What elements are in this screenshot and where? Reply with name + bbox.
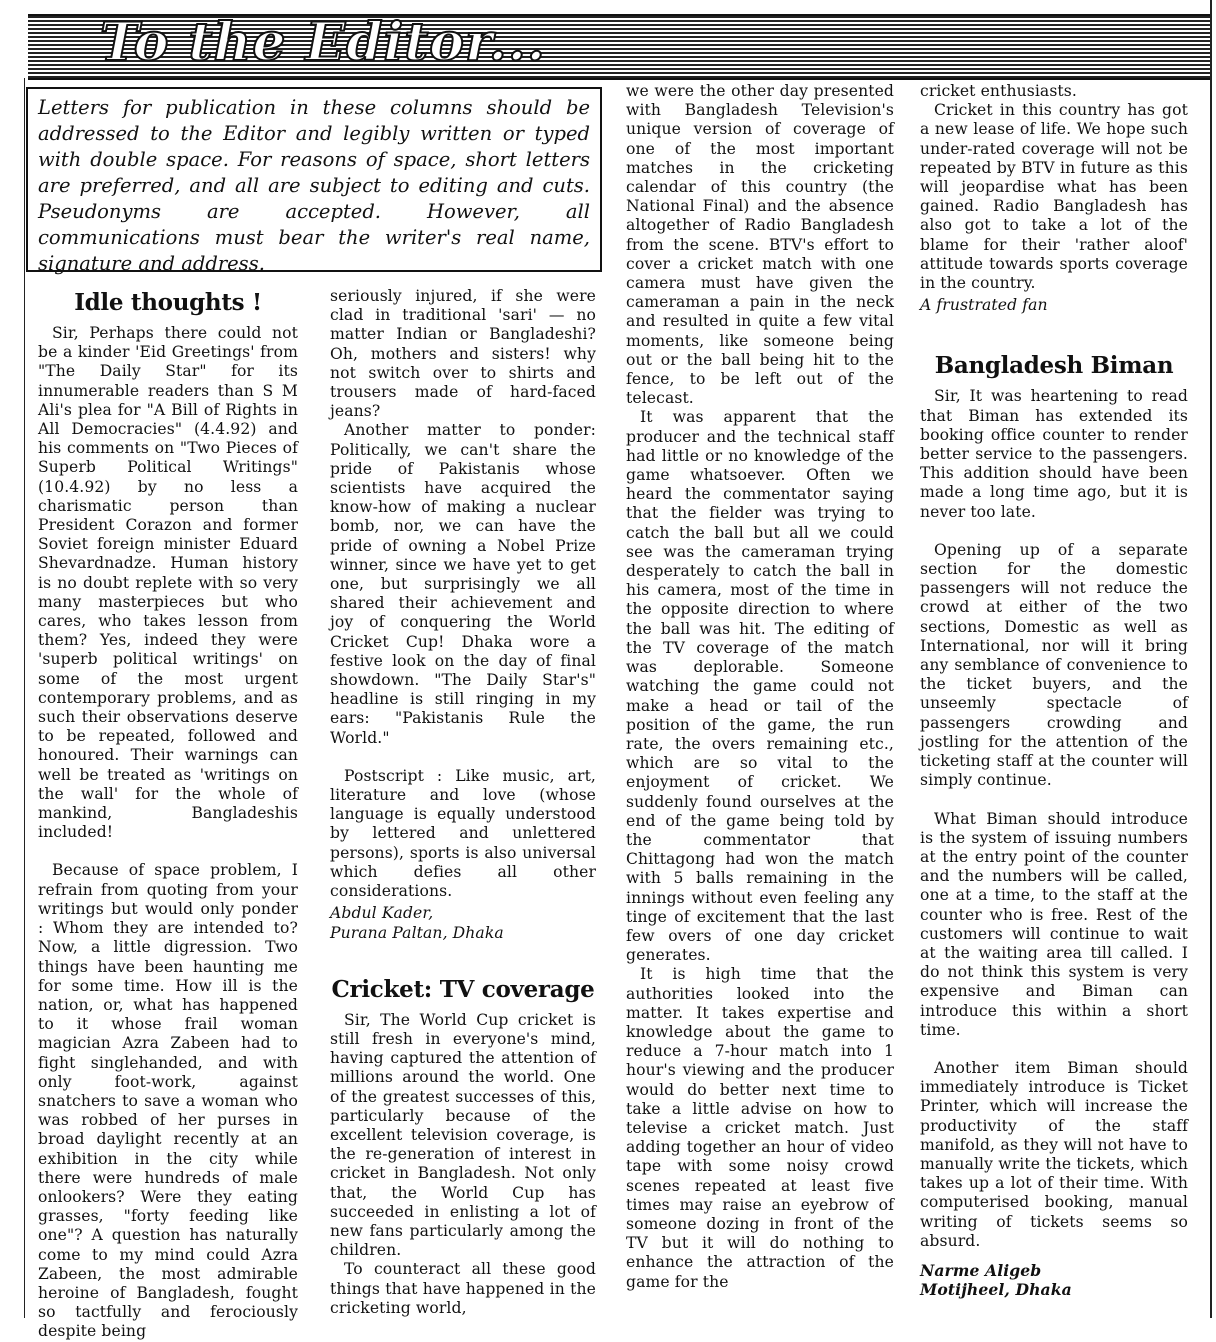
column-2 xyxy=(330,287,596,1318)
top-strip xyxy=(0,0,1216,8)
letter-1-signature-name: Abdul Kader, xyxy=(330,904,434,923)
letter-1-signature-place: Purana Paltan, Dhaka xyxy=(330,923,504,942)
letter-1-para-2: Because of space problem, I refrain from quoting from your writings but would only ponder : Whom they are intended to? Now, a little digression. Two things have been haunting me for some time. How ill is the nation, or, what has happened to it whose frail woman magician Azra Zabeen had to fight singlehanded, and with only foot-work, against snatchers to save a woman who was robbed of her purses in broad daylight recently at an exhibition in the city while there were hundreds of male onlookers? Were they eating grasses, "forty feeding like one"? A question has naturally come to my mind could Azra Zabeen, the most admirable heroine of Bangladesh, fought so tactfully and ferociously despite being xyxy=(38,861,298,1341)
letter-3-signature-name: Narme Aligeb xyxy=(920,1260,1042,1280)
letter-1-headline: Idle thoughts ! xyxy=(74,289,262,316)
letter-2-para-6: Cricket in this country has got a new lease of life. We hope such under-rated coverage will not be repeated by BTV in future as this will jeopardise what has been gained. Radio Bangladesh has also got to take a lot of the blame for their 'rather aloof' attitude towards sports coverage in the country. xyxy=(920,101,1188,293)
right-border xyxy=(1210,0,1212,1318)
letter-2-para-4: It is high time that the authorities looked into the matter. It takes expertise and knowledge about the game to reduce a 7-hour match into 1 hour's viewing and the producer would do better next time to take a little advise on how to televise a cricket match. Just adding together an hour of video tape with some noisy crowd scenes repeated at least five times may raise an eyebrow of someone dozing in front of the TV but it will do nothing to enhance the attraction of the game for the xyxy=(626,965,894,1291)
letter-2-para-1: Sir, The World Cup cricket is still fresh in everyone's mind, having captured the attention of millions around the world. One of the greatest successes of this, particularly because of the excellent television coverage, is the re-generation of interest in cricket in Bangladesh. Not only that, the World Cup has succeeded in enlisting a lot of new fans particularly among the children. xyxy=(330,1010,596,1260)
letter-3-para-2: Opening up of a separate section for the domestic passengers will not reduce the crowd at either of the two sections, Domestic as well as International, nor will it bring any semblance of convenience to the ticket buyers, and the unseemly spectacle of passengers crowding and jostling for the attention of the ticketing staff at the counter will simply continue. xyxy=(920,540,1188,790)
letter-2-signature: A frustrated fan xyxy=(920,296,1048,315)
masthead-title: To the Editor... xyxy=(100,12,546,73)
left-border xyxy=(24,78,25,1318)
letter-3-para-1: Sir, It was heartening to read that Biman has extended its booking office counter to render better service to the passengers. This addition should have been made a long time ago, but it is never too late. xyxy=(920,387,1188,521)
column-4 xyxy=(920,82,1188,1299)
letter-2-para-2: we were the other day presented with Bangladesh Television's unique version of coverage of one of the most important matches in the cricketing calendar of this country (the National Final) and the absence altogether of Radio Bangladesh from the scene. BTV's effort to cover a cricket match with one camera must have given the cameraman a pain in the neck and resulted in quite a few vital moments, like someone being out or the ball being hit to the fence, to be left out of the telecast. xyxy=(626,82,894,408)
letter-2-para-5: cricket enthusiasts. xyxy=(920,82,1077,100)
letter-2-para-3: It was apparent that the producer and the technical staff had little or no knowledge of the game whatsoever. Often we heard the commentator saying that the fielder was trying to catch the ball but all we could see was the cameraman trying desperately to catch the ball in his camera, most of the time in the opposite direction to where the ball was hit. The editing of the TV coverage of the match was deplorable. Someone watching the game could not make a head or tail of the position of the game, the run rate, the overs remaining etc., which are so vital to the enjoyment of cricket. We suddenly found ourselves at the end of the game being told by the commentator that Chittagong had won the match with 5 balls remaining in the innings without even feeling any tinge of excitement that the last few overs of one day cricket generates. xyxy=(626,408,894,965)
column-3 xyxy=(626,82,894,1292)
column-1 xyxy=(38,288,298,1342)
editor-notice-box: Letters for publication in these columns should be addressed to the Editor and legibly written or typed with double space. For reasons of space, short letters are preferred, and all are subject to editing and cuts. Pseudonyms are accepted. However, all communications must bear the writer's real name, signature and address. xyxy=(26,87,602,272)
letter-2-para-2-part: To counteract all these good things that have happened in the cricketing world, xyxy=(330,1260,596,1317)
letter-3-signature-place: Motijheel, Dhaka xyxy=(920,1280,1072,1300)
letter-3-para-3: What Biman should introduce is the system of issuing numbers at the entry point of the counter and the numbers will be called, one at a time, to the staff at the counter who is free. Rest of the customers will continue to wait at the waiting area till called. I do not think this system is very expensive and Biman can introduce this within a short time. xyxy=(920,809,1188,1039)
letter-1-para-1: Sir, Perhaps there could not be a kinder 'Eid Greetings' from "The Daily Star" for its innumerable readers than S M Ali's plea for "A Bill of Rights in All Democracies" (4.4.92) and his comments on "Two Pieces of Superb Political Writings" (10.4.92) by no less a charismatic person than President Corazon and former Soviet foreign minister Eduard Shevardnadze. Human history is no doubt replete with so very many masterpieces but who cares, who takes lesson from them? Yes, indeed they were 'superb political writings' on some of the most urgent contemporary problems, and as such their observations deserve to be repeated, followed and honoured. Their warnings can well be treated as 'writings on the wall' for the whole of mankind, Bangladeshis included! xyxy=(38,324,298,842)
letter-1-para-4: Another matter to ponder: Politically, we can't share the pride of Pakistanis whose scientists have acquired the know-how of making a nuclear bomb, nor, we can have the pride of owning a Nobel Prize winner, since we have yet to get one, but surprisingly we all shared their achievement and joy of conquering the World Cricket Cup! Dhaka wore a festive look on the day of final showdown. "The Daily Star's" headline is still ringing in my ears: "Pakistanis Rule the World." xyxy=(330,421,596,747)
letter-1-para-5: Postscript : Like music, art, literature and love (whose language is equally understood by lettered and unlettered persons), sports is also universal which defies all other considerations. xyxy=(330,766,596,901)
letter-1-para-3: seriously injured, if she were clad in traditional 'sari' — no matter Indian or Bangladeshi? Oh, mothers and sisters! why not switch over to shirts and trousers made of hard-faced jeans? xyxy=(330,287,596,421)
letter-3-headline: Bangladesh Biman xyxy=(934,352,1174,380)
letter-3-para-4: Another item Biman should immediately introduce is Ticket Printer, which will increase the productivity of the staff manifold, as they will not have to manually write the tickets, which takes up a lot of their time. With computerised booking, manual writing of tickets seems so absurd. xyxy=(920,1058,1188,1250)
letter-2-headline: Cricket: TV coverage xyxy=(331,975,595,1003)
